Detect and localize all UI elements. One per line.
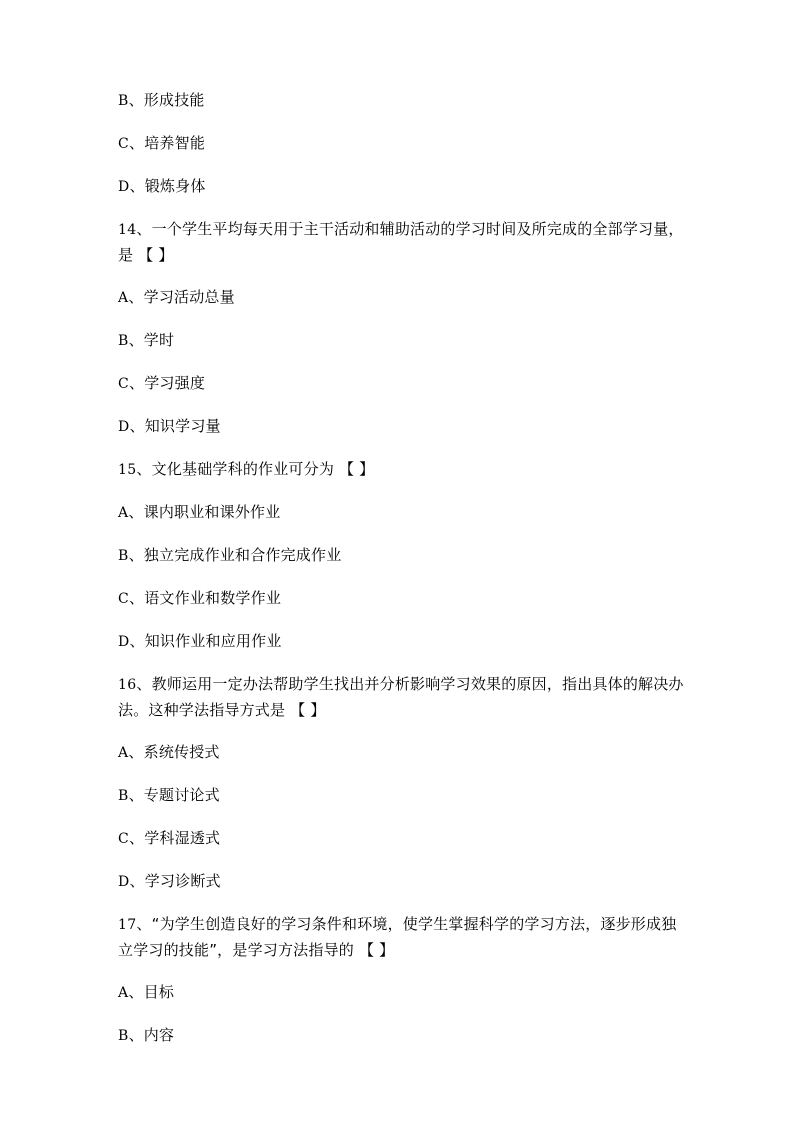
question-option (118, 740, 686, 766)
option-marker: C (118, 136, 130, 152)
option-marker: C (118, 591, 130, 607)
question-number: 16 (118, 677, 137, 693)
option-marker: B (118, 548, 129, 564)
ideographic-comma: 、 (129, 134, 145, 152)
ideographic-comma: 、 (129, 177, 145, 195)
ideographic-comma: 、 (129, 872, 145, 890)
option-text: 学科湿透式 (144, 829, 221, 847)
option-marker: A (118, 505, 129, 521)
option-text: 内容 (143, 1026, 175, 1044)
ideographic-comma: 、 (128, 743, 144, 761)
question-option (118, 328, 686, 354)
ideographic-comma: 、 (136, 675, 152, 693)
question-option (118, 586, 686, 612)
option-marker: B (118, 1028, 129, 1044)
option-text: 学习活动总量 (143, 288, 235, 306)
question-option (118, 980, 686, 1006)
exam-question-list (118, 88, 686, 1066)
question-option (118, 629, 686, 655)
ideographic-comma: 、 (129, 829, 145, 847)
question-number: 17 (118, 917, 137, 933)
option-text: 专题讨论式 (143, 786, 220, 804)
ideographic-comma: 、 (128, 503, 144, 521)
ideographic-comma: 、 (136, 220, 152, 238)
option-text: 锻炼身体 (144, 177, 206, 195)
option-text: 学习诊断式 (144, 872, 221, 890)
option-marker: D (118, 634, 130, 650)
ideographic-comma: 、 (128, 786, 144, 804)
question-text: 教师运用一定办法帮助学生找出并分析影响学习效果的原因，指出具体的解决办法。这种学法指导方式是 【 】 (118, 675, 684, 719)
option-marker: D (118, 874, 130, 890)
question-option (118, 131, 686, 157)
option-marker: B (118, 333, 129, 349)
option-marker: A (118, 745, 129, 761)
option-marker: D (118, 419, 130, 435)
ideographic-comma: 、 (136, 460, 152, 478)
question-option (118, 285, 686, 311)
option-marker: C (118, 831, 130, 847)
ideographic-comma: 、 (128, 983, 144, 1001)
option-text: 系统传授式 (143, 743, 220, 761)
option-text: 知识学习量 (144, 417, 221, 435)
question-stem (118, 912, 686, 963)
question-text: 一个学生平均每天用于主干活动和辅助活动的学习时间及所完成的全部学习量，是 【 】 (118, 220, 684, 264)
question-option (118, 500, 686, 526)
ideographic-comma: 、 (129, 632, 145, 650)
option-text: 知识作业和应用作业 (144, 632, 282, 650)
option-text: 独立完成作业和合作完成作业 (143, 546, 342, 564)
question-option (118, 1023, 686, 1049)
question-option (118, 826, 686, 852)
ideographic-comma: 、 (128, 288, 144, 306)
option-text: 语文作业和数学作业 (144, 589, 282, 607)
question-stem (118, 217, 686, 268)
ideographic-comma: 、 (136, 915, 152, 933)
question-option (118, 414, 686, 440)
option-marker: B (118, 93, 129, 109)
option-text: 形成技能 (143, 91, 205, 109)
question-option (118, 371, 686, 397)
option-text: 目标 (143, 983, 175, 1001)
ideographic-comma: 、 (129, 374, 145, 392)
ideographic-comma: 、 (129, 589, 145, 607)
ideographic-comma: 、 (128, 546, 144, 564)
question-stem (118, 672, 686, 723)
question-option (118, 869, 686, 895)
question-number: 14 (118, 222, 137, 238)
question-option (118, 174, 686, 200)
option-text: 学习强度 (144, 374, 206, 392)
option-marker: A (118, 290, 129, 306)
option-text: 课内职业和课外作业 (143, 503, 281, 521)
option-marker: D (118, 179, 130, 195)
question-text: “为学生创造良好的学习条件和环境，使学生掌握科学的学习方法，逐步形成独立学习的技能”，是学习方法指导的 【 】 (118, 915, 677, 959)
question-option (118, 88, 686, 114)
ideographic-comma: 、 (128, 1026, 144, 1044)
ideographic-comma: 、 (128, 91, 144, 109)
option-marker: A (118, 985, 129, 1001)
option-text: 培养智能 (144, 134, 206, 152)
question-option (118, 543, 686, 569)
question-option (118, 783, 686, 809)
option-marker: B (118, 788, 129, 804)
question-number: 15 (118, 462, 137, 478)
option-marker: C (118, 376, 130, 392)
question-text: 文化基础学科的作业可分为 【 】 (151, 460, 375, 478)
question-stem (118, 457, 686, 483)
ideographic-comma: 、 (129, 417, 145, 435)
ideographic-comma: 、 (128, 331, 144, 349)
option-text: 学时 (143, 331, 175, 349)
